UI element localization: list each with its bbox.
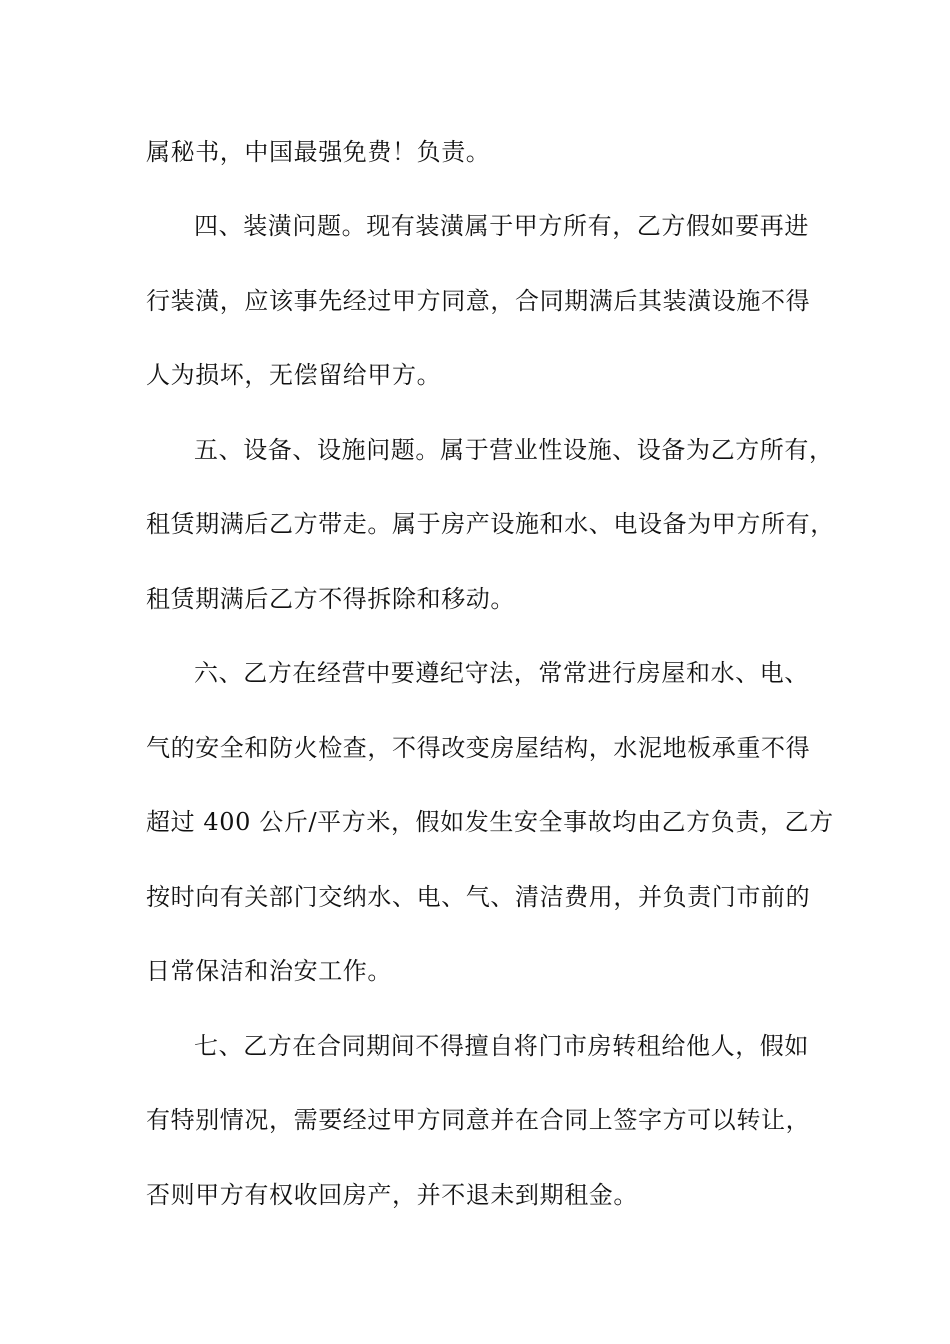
text-line: 否则甲方有权收回房产，并不退未到期租金。 <box>146 1181 638 1209</box>
text-line: 行装潢，应该事先经过甲方同意，合同期满后其装潢设施不得 <box>146 287 811 315</box>
text-line: 按时向有关部门交纳水、电、气、清洁费用，并负责门市前的 <box>146 883 811 911</box>
text-line: 五、设备、设施问题。属于营业性设施、设备为乙方所有， <box>194 436 834 464</box>
text-line: 日常保洁和治安工作。 <box>146 957 392 985</box>
text-line: 租赁期满后乙方不得拆除和移动。 <box>146 585 515 613</box>
text-line: 租赁期满后乙方带走。属于房产设施和水、电设备为甲方所有， <box>146 510 835 538</box>
text-line: 四、装潢问题。现有装潢属于甲方所有，乙方假如要再进 <box>194 212 809 240</box>
text-line: 七、乙方在合同期间不得擅自将门市房转租给他人，假如 <box>194 1032 809 1060</box>
text-line: 气的安全和防火检查，不得改变房屋结构，水泥地板承重不得 <box>146 734 811 762</box>
text-line: 六、乙方在经营中要遵纪守法，常常进行房屋和水、电、 <box>194 659 809 687</box>
text-line: 有特别情况，需要经过甲方同意并在合同上签字方可以转让， <box>146 1106 811 1134</box>
text-line: 人为损坏，无偿留给甲方。 <box>146 361 442 389</box>
text-line: 超过 400 公斤/平方米，假如发生安全事故均由乙方负责，乙方 <box>146 808 834 836</box>
text-line: 属秘书，中国最强免费！负责。 <box>146 138 491 166</box>
